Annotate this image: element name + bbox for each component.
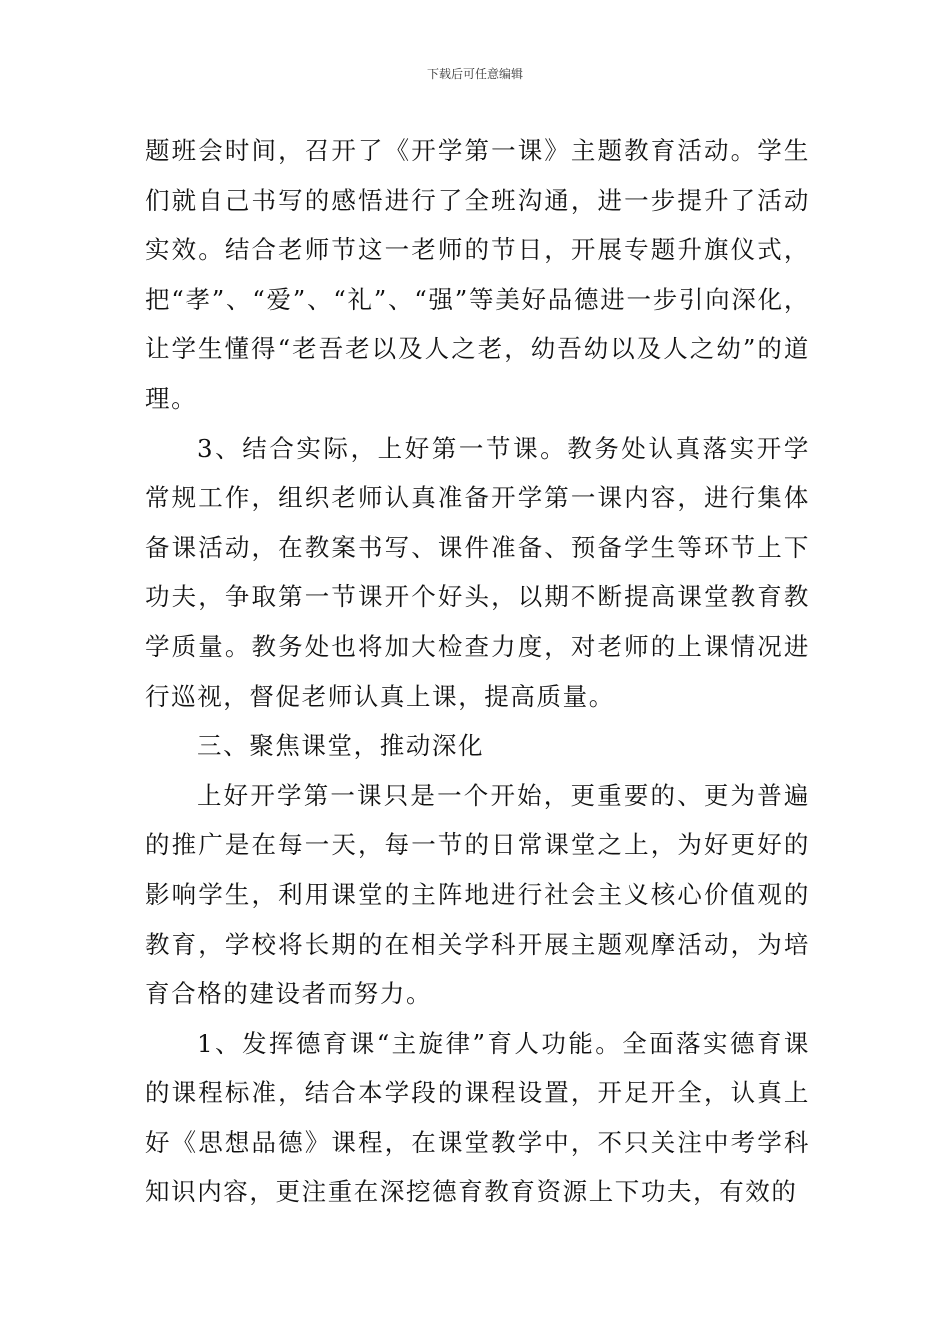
paragraph-classroom-focus: 上好开学第一课只是一个开始，更重要的、更为普遍的推广是在每一天，每一节的日常课堂之上，为好更好的影响学生，利用课堂的主阵地进行社会主义核心价值观的教育，学校将长期的在相关学科开展主题观摩活动，为培育合格的建设者而努力。 bbox=[145, 780, 810, 1009]
paragraph-continuation: 题班会时间，召开了《开学第一课》主题教育活动。学生们就自己书写的感悟进行了全班沟通，进一步提升了活动实效。结合老师节这一老师的节日，开展专题升旗仪式，把“孝”、“爱”、“礼”、“强”等美好品德进一步引向深化，让学生懂得“老吾老以及人之老，幼吾幼以及人之幼”的道理。 bbox=[145, 136, 810, 413]
paragraph-first-lesson: 3、结合实际，上好第一节课。教务处认真落实开学常规工作，组织老师认真准备开学第一课内容，进行集体备课活动，在教案书写、课件准备、预备学生等环节上下功夫，争取第一节课开个好头，以期不断提高课堂教育教学质量。教务处也将加大检查力度，对老师的上课情况进行巡视，督促老师认真上课，提高质量。 bbox=[145, 433, 810, 711]
page-header: 下载后可任意编辑 bbox=[426, 67, 523, 81]
section-heading: 三、聚焦课堂，推动深化 bbox=[197, 731, 485, 761]
paragraph-moral-education: 1、发挥德育课“主旋律”育人功能。全面落实德育课的课程标准，结合本学段的课程设置，开足开全，认真上好《思想品德》课程，在课堂教学中，不只关注中考学科知识内容，更注重在深挖德育教育资源上下功夫，有效的 bbox=[145, 1028, 810, 1207]
document-body bbox=[145, 126, 810, 1217]
